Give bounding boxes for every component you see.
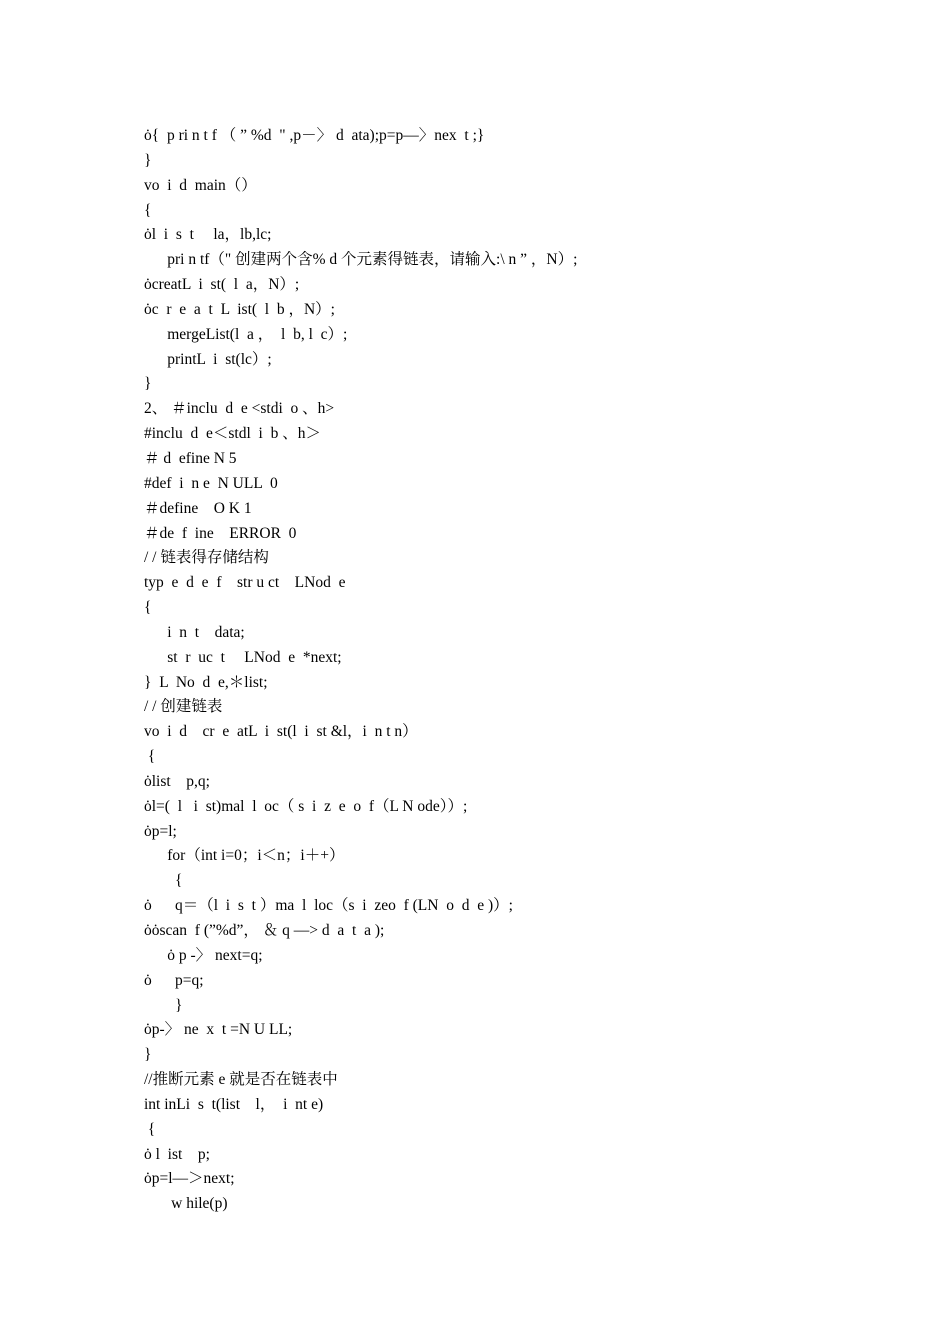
code-line-2: } (144, 151, 152, 169)
code-line-35: ȯ p=q; (144, 971, 204, 989)
code-line-32: ȯ q＝（l i s t ）ma l loc（s i zeo f (LN o d e )）; (144, 897, 513, 915)
code-line-6: pri n tf（" 创建两个含% d 个元素得链表，请输入:\ n ” ，N）; (144, 251, 578, 269)
code-line-16: ＃define O K 1 (144, 499, 252, 517)
code-line-7: ȯcreatL i st( l a，N）; (144, 276, 300, 294)
code-line-15: #def i n e N ULL 0 (144, 474, 278, 492)
code-line-23: } L No d e,＊list; (144, 673, 268, 691)
code-line-26: { (144, 748, 156, 766)
code-line-22: st r uc t LNod e *next; (144, 648, 342, 666)
code-line-36: } (144, 996, 183, 1014)
code-line-19: typ e d e f str u ct LNod e (144, 574, 346, 592)
code-line-24: / / 创建链表 (144, 698, 223, 716)
code-line-18: / / 链表得存储结构 (144, 549, 269, 567)
code-line-27: ȯlist p,q; (144, 772, 210, 790)
code-line-4: { (144, 201, 152, 219)
code-line-13: #inclu d e＜stdl i b 、h＞ (144, 425, 321, 443)
code-line-43: ȯp=l—＞next; (144, 1170, 235, 1188)
code-line-1: ȯ{ p ri n t f （ ” %d " ,p－〉 d ata);p=p—〉nex t ;} (144, 127, 485, 144)
code-line-42: ȯ l ist p; (144, 1145, 210, 1163)
code-line-30: for（int i=0；i＜n；i＋+） (144, 847, 345, 865)
code-line-12: 2、 ＃inclu d e <stdi o 、h> (144, 400, 335, 418)
code-line-28: ȯl=( l i st)mal l oc（ s i z e o f（L N ode））; (144, 797, 468, 815)
code-line-3: vo i d main（） (144, 176, 257, 194)
code-line-21: i n t data; (144, 623, 245, 641)
code-line-37: ȯp-〉 ne x t =N U LL; (144, 1021, 293, 1039)
code-line-9: mergeList(l a ， l b, l c）; (144, 325, 348, 343)
code-listing (144, 124, 904, 1217)
code-line-11: } (144, 375, 152, 393)
code-line-29: ȯp=l; (144, 822, 177, 840)
code-line-25: vo i d cr e atL i st(l i st &l，i n t n） (144, 723, 418, 741)
code-line-5: ȯl i s t la，lb,lc; (144, 226, 272, 244)
code-line-34: ȯ p -〉 next=q; (144, 946, 263, 964)
code-line-33: ȯȯscan f (”%d”， ＆ q —> d a t a ); (144, 922, 385, 939)
code-line-14: ＃ d efine N 5 (144, 449, 237, 467)
code-line-17: ＃de f ine ERROR 0 (144, 524, 297, 542)
code-line-41: { (144, 1120, 156, 1138)
code-line-20: { (144, 599, 152, 617)
code-line-38: } (144, 1046, 152, 1064)
code-line-10: printL i st(lc）; (144, 350, 272, 368)
code-line-39: //推断元素 e 就是否在链表中 (144, 1071, 338, 1089)
code-line-8: ȯc r e a t L ist( l b ，N）; (144, 300, 335, 318)
code-line-40: int inLi s t(list l， i nt e) (144, 1095, 324, 1113)
code-line-44: w hile(p) (144, 1195, 228, 1213)
code-line-31: { (144, 872, 183, 890)
